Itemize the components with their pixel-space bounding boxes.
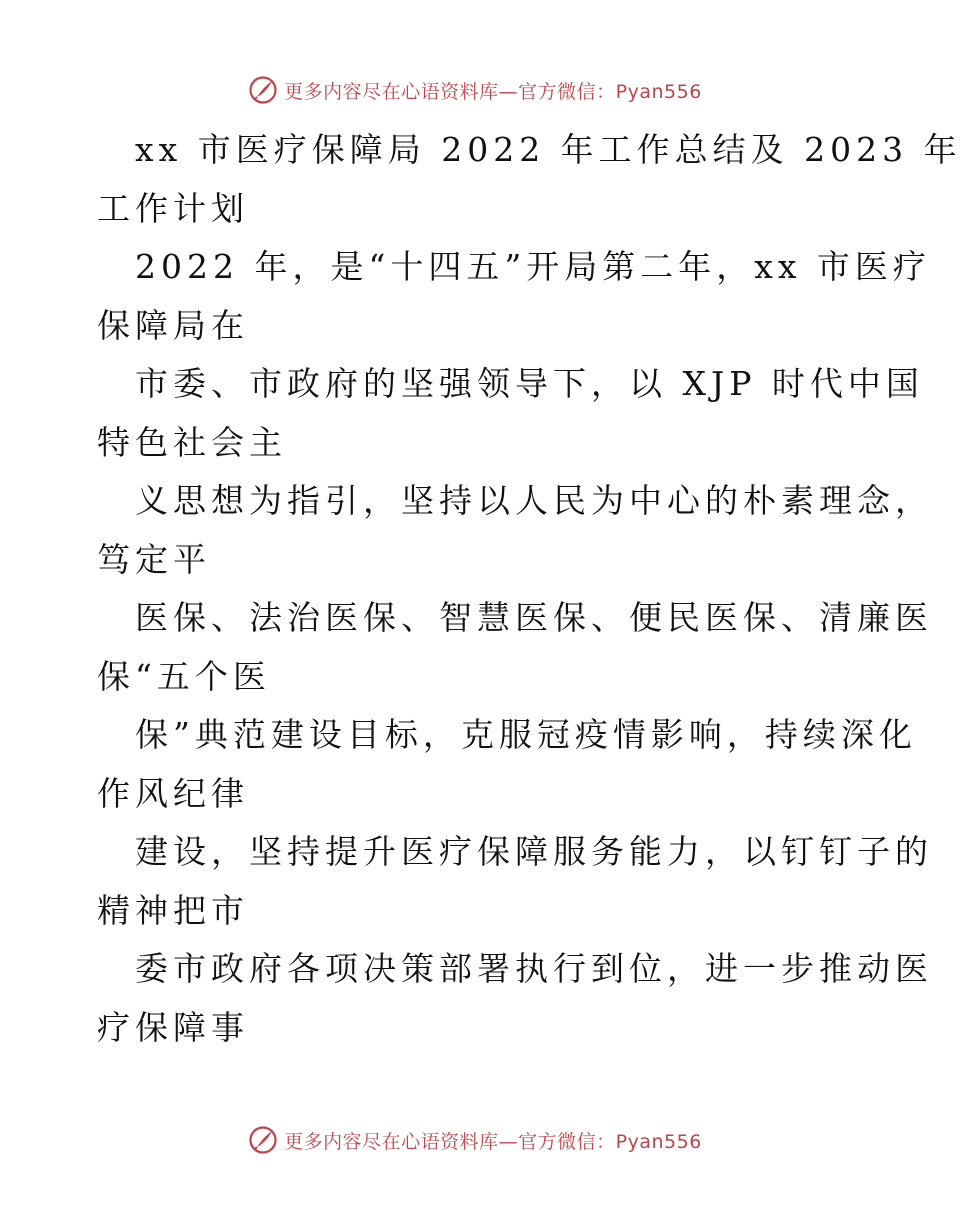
title-line-2: 工作计划 <box>97 188 249 228</box>
paragraph-line: 保”典范建设目标，克服冠疫情影响，持续深化 <box>135 715 917 754</box>
paragraph-line: 市委、市政府的坚强领导下，以 XJP 时代中国 <box>135 364 924 403</box>
title-line-1: xx 市医疗保障局 2022 年工作总结及 2023 年 <box>135 130 962 169</box>
paragraph-line: 保“五个医 <box>97 656 271 696</box>
header-banner <box>0 70 950 110</box>
paragraph-line: 作风纪律 <box>97 773 249 813</box>
paragraph-line: 医保、法治医保、智慧医保、便民医保、清廉医 <box>135 598 933 637</box>
paragraph-line: 精神把市 <box>97 890 249 930</box>
paragraph-line: 笃定平 <box>97 539 211 579</box>
paragraph-line: 2022 年，是“十四五”开局第二年，xx 市医疗 <box>135 247 931 286</box>
paragraph-line: 疗保障事 <box>97 1007 249 1047</box>
paragraph-line: 委市政府各项决策部署执行到位，进一步推动医 <box>135 949 933 988</box>
paragraph-line: 义思想为指引，坚持以人民为中心的朴素理念， <box>135 481 933 520</box>
paragraph-line: 特色社会主 <box>97 422 287 462</box>
paragraph-line: 建设，坚持提升医疗保障服务能力，以钉钉子的 <box>135 832 933 871</box>
quill-pen-logo-icon <box>248 75 278 105</box>
quill-pen-logo-icon <box>248 1125 278 1155</box>
document-body <box>97 121 962 1057</box>
footer-banner <box>0 1120 950 1160</box>
paragraph-line: 保障局在 <box>97 305 249 345</box>
header-banner-text: 更多内容尽在心语资料库—官方微信：Pyan556 <box>284 80 702 103</box>
footer-banner-text: 更多内容尽在心语资料库—官方微信：Pyan556 <box>284 1130 702 1153</box>
